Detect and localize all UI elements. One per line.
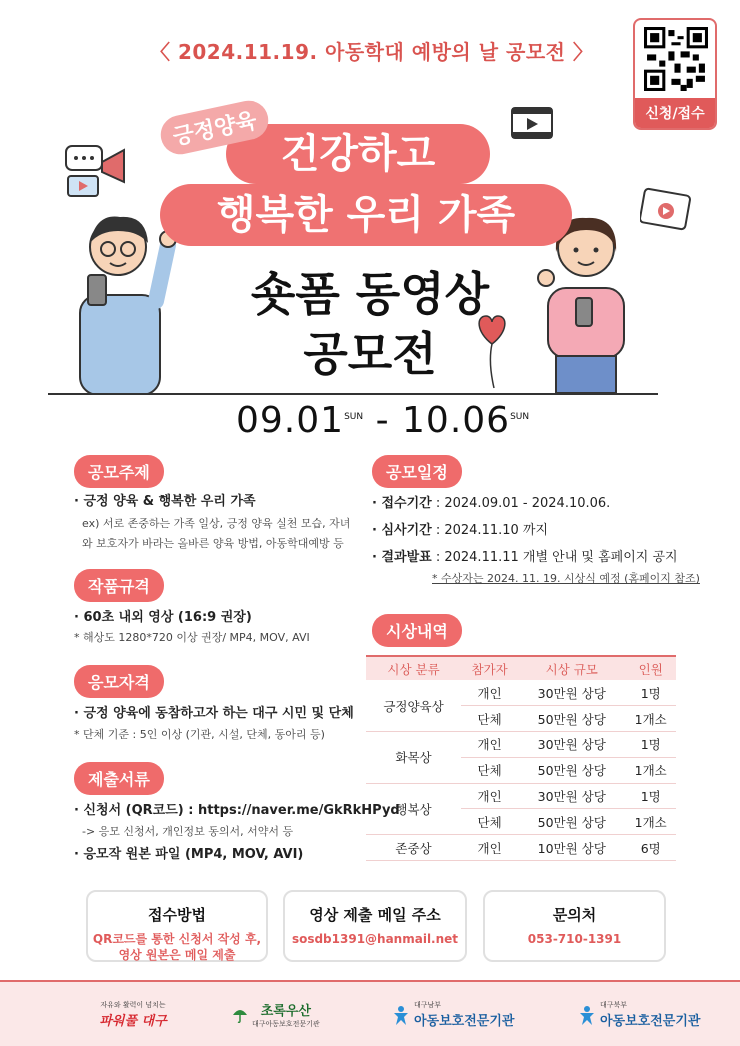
section-documents-label: 제출서류 bbox=[74, 762, 164, 795]
theme-desc-1: ex) 서로 존중하는 가족 일상, 긍정 양육 실천 모습, 자녀 bbox=[82, 517, 351, 530]
table-row bbox=[366, 680, 676, 706]
spec-item: · 60초 내외 영상 (16:9 권장) bbox=[74, 610, 252, 625]
submission-method-title: 접수방법 bbox=[148, 906, 206, 924]
period-separator: - bbox=[375, 400, 390, 441]
person-logo-icon bbox=[392, 1005, 410, 1025]
schedule-row-2-key: · 심사기간 bbox=[372, 523, 432, 538]
email-title: 영상 제출 메일 주소 bbox=[309, 906, 441, 924]
section-awards-label: 시상내역 bbox=[372, 614, 462, 647]
submission-method-line-1: QR코드를 통한 신청서 작성 후, bbox=[92, 932, 262, 946]
logo-1-name: 파워풀 대구 bbox=[99, 1014, 167, 1029]
schedule-row-1-key: · 접수기간 bbox=[372, 496, 432, 511]
hero-line-2: 행복한 우리 가족 bbox=[160, 184, 572, 246]
table-row bbox=[366, 732, 676, 758]
award-type: 단체 bbox=[461, 757, 518, 783]
documents-item-2: · 응모작 원본 파일 (MP4, MOV, AVI) bbox=[74, 847, 304, 862]
section-spec-label: 작품규격 bbox=[74, 569, 164, 602]
table-row bbox=[366, 835, 676, 861]
submission-method-body bbox=[88, 931, 266, 963]
submission-method-box bbox=[86, 890, 268, 962]
schedule-row-1-value: : 2024.09.01 - 2024.10.06. bbox=[431, 496, 611, 511]
hero-tag: 긍정양육 bbox=[157, 97, 272, 158]
schedule-row-2 bbox=[372, 519, 548, 538]
award-count: 1개소 bbox=[625, 757, 676, 783]
qr-label[interactable]: 신청/접수 bbox=[635, 98, 715, 128]
submission-method-line-2: 영상 원본은 메일 제출 bbox=[118, 948, 236, 962]
award-count: 1명 bbox=[625, 680, 676, 706]
award-amount: 30만원 상당 bbox=[518, 680, 625, 706]
logo-3-name: 아동보호전문기관 bbox=[414, 1014, 515, 1029]
award-type: 개인 bbox=[461, 835, 518, 861]
spec-note: * 해상도 1280*720 이상 권장/ MP4, MOV, AVI bbox=[74, 631, 310, 644]
period-end: 10.06 bbox=[402, 400, 511, 441]
award-count: 6명 bbox=[625, 835, 676, 861]
award-count: 1명 bbox=[625, 783, 676, 809]
section-eligibility-label: 응모자격 bbox=[74, 665, 164, 698]
award-count: 1명 bbox=[625, 732, 676, 758]
email-address[interactable]: sosdb1391@hanmail.net bbox=[291, 932, 459, 946]
award-category: 존중상 bbox=[366, 835, 461, 861]
award-amount: 50만원 상당 bbox=[518, 757, 625, 783]
email-box bbox=[283, 890, 467, 962]
schedule-row-3-value: : 2024.11.11 개별 안내 및 홈페이지 공지 bbox=[431, 550, 678, 565]
hero-line-1: 건강하고 bbox=[226, 124, 490, 184]
hero-line-3: 숏폼 동영상 bbox=[250, 267, 490, 321]
award-amount: 50만원 상당 bbox=[518, 809, 625, 835]
award-amount: 30만원 상당 bbox=[518, 783, 625, 809]
documents-item-1[interactable]: · 신청서 (QR코드) : https://naver.me/GkRkHPyd bbox=[74, 803, 400, 818]
awards-table bbox=[366, 655, 676, 861]
period-start-day: SUN bbox=[344, 412, 364, 422]
awards-header-amount: 시상 규모 bbox=[518, 656, 625, 680]
period-start: 09.01 bbox=[236, 400, 345, 441]
schedule-row-3 bbox=[372, 546, 678, 565]
schedule-row-2-value: : 2024.11.10 까지 bbox=[431, 523, 549, 538]
logo-powerful-daegu bbox=[78, 1000, 188, 1029]
contact-phone[interactable]: 053-710-1391 bbox=[527, 932, 622, 946]
award-type: 개인 bbox=[461, 783, 518, 809]
awards-header-participant: 참가자 bbox=[461, 656, 518, 680]
award-category: 화목상 bbox=[366, 732, 461, 784]
film-icon bbox=[510, 106, 554, 140]
umbrella-icon bbox=[232, 1007, 248, 1023]
hero-baseline bbox=[48, 393, 658, 395]
award-type: 개인 bbox=[461, 732, 518, 758]
contact-box bbox=[483, 890, 666, 962]
documents-item-1-note: -> 응모 신청서, 개인정보 동의서, 서약서 등 bbox=[82, 825, 294, 838]
award-amount: 50만원 상당 bbox=[518, 706, 625, 732]
theme-desc-2: 와 보호자가 바라는 올바른 양육 방법, 아동학대예방 등 bbox=[82, 537, 344, 550]
section-schedule-label: 공모일정 bbox=[372, 455, 462, 488]
award-amount: 30만원 상당 bbox=[518, 732, 625, 758]
contact-title: 문의처 bbox=[552, 906, 597, 924]
award-count: 1개소 bbox=[625, 809, 676, 835]
period-end-day: SUN bbox=[510, 412, 530, 422]
video-play-icon bbox=[640, 186, 692, 232]
schedule-row-3-key: · 결과발표 bbox=[372, 550, 432, 565]
person-logo-icon bbox=[578, 1005, 596, 1025]
award-type: 개인 bbox=[461, 680, 518, 706]
awards-header-row bbox=[366, 656, 676, 680]
contest-period bbox=[236, 400, 529, 441]
qr-code-icon[interactable] bbox=[644, 27, 708, 91]
qr-signup-box[interactable] bbox=[633, 18, 717, 130]
section-theme-label: 공모주제 bbox=[74, 455, 164, 488]
logo-4-name: 아동보호전문기관 bbox=[600, 1014, 701, 1029]
logo-1-tagline: 자유와 활력이 넘치는 bbox=[100, 1001, 166, 1009]
event-title: 〈 2024.11.19. 아동학대 예방의 날 공모전 〉 bbox=[150, 40, 594, 64]
logo-2-sub: 대구아동보호전문기관 bbox=[252, 1020, 320, 1028]
logo-green-umbrella bbox=[232, 1000, 342, 1029]
logo-2-name: 초록우산 bbox=[260, 1004, 311, 1019]
logo-3-sub: 대구남부 bbox=[414, 1001, 442, 1009]
logo-south-agency bbox=[392, 1000, 522, 1029]
award-type: 단체 bbox=[461, 706, 518, 732]
theme-item: · 긍정 양육 & 행복한 우리 가족 bbox=[74, 494, 256, 509]
award-count: 1개소 bbox=[625, 706, 676, 732]
schedule-note: * 수상자는 2024. 11. 19. 시상식 예정 (홈페이지 참조) bbox=[432, 572, 700, 585]
eligibility-note: * 단체 기준 : 5인 이상 (기관, 시설, 단체, 동아리 등) bbox=[74, 728, 325, 741]
megaphone-icon bbox=[62, 132, 132, 202]
awards-header-category: 시상 분류 bbox=[366, 656, 461, 680]
eligibility-item: · 긍정 양육에 동참하고자 하는 대구 시민 및 단체 bbox=[74, 706, 354, 721]
award-type: 단체 bbox=[461, 809, 518, 835]
awards-header-count: 인원 bbox=[625, 656, 676, 680]
logo-north-agency bbox=[578, 1000, 708, 1029]
award-category: 행복상 bbox=[366, 783, 461, 835]
logo-4-sub: 대구북부 bbox=[600, 1001, 628, 1009]
schedule-row-1 bbox=[372, 492, 610, 511]
award-category: 긍정양육상 bbox=[366, 680, 461, 732]
hero-line-4: 공모전 bbox=[303, 327, 437, 381]
table-row bbox=[366, 783, 676, 809]
award-amount: 10만원 상당 bbox=[518, 835, 625, 861]
